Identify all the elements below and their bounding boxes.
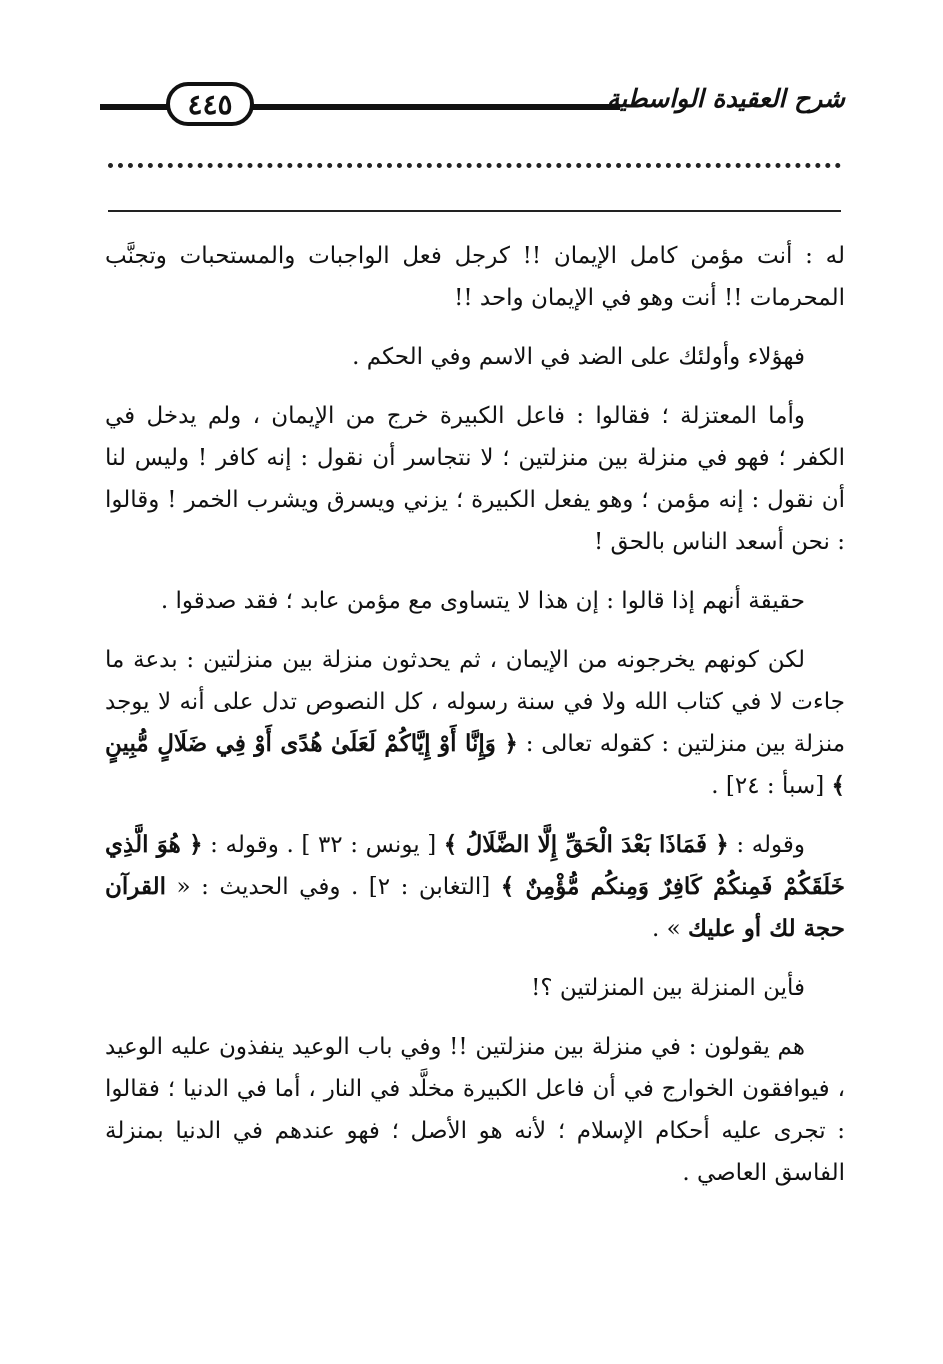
quote-close: » . [652,916,681,942]
page-body [105,235,845,1211]
hadith-quote: القرآن حجة لك أو عليك [105,873,845,942]
book-title: شرح العقيدة الواسطية [606,84,845,113]
verse-reference: [ يونس : ٣٢ ] . وقوله : [210,832,437,858]
verse-reference: [سبأ : ٢٤] . [711,773,825,799]
paragraph-8: هم يقولون : في منزلة بين منزلتين !! وفي باب الوعيد ينفذون عليه الوعيد ، فيوافقون الخوارج في أن فاعل الكبيرة مخلَّد في النار ، أما في الدنيا ؛ فقالوا : تجرى عليه أحكام الإسلام ؛ لأنه هو الأصل ؛ فهو عندهم في الدنيا بمنزلة الفاسق العاصي . [105,1034,845,1186]
paragraph-1: له : أنت مؤمن كامل الإيمان !! كرجل فعل الواجبات والمستحبات وتجنَّب المحرمات !! أنت وهو في الإيمان واحد !! [105,243,845,311]
paragraph-2: فهؤلاء وأولئك على الضد في الاسم وفي الحكم . [352,344,805,370]
page-header [100,70,845,140]
header-rule-left [100,104,170,110]
paragraph-6-intro: وقوله : [736,832,806,858]
paragraph-6 [105,824,845,950]
quran-verse: ﴿ هُوَ الَّذِي خَلَقَكُمْ فَمِنكُمْ كَافِرٌ وَمِنكُم مُّؤْمِنٌ ﴾ [105,831,845,900]
paragraph-4: حقيقة أنهم إذا قالوا : إن هذا لا يتساوى مع مؤمن عابد ؛ فقد صدقوا . [160,588,805,614]
solid-divider [108,210,841,212]
verse-reference: [التغابن : ٢] . وفي الحديث : « [176,874,491,900]
page-number: ٤٤٥ [166,82,254,126]
dotted-divider [108,163,841,168]
paragraph-3: وأما المعتزلة ؛ فقالوا : فاعل الكبيرة خرج من الإيمان ، ولم يدخل في الكفر ؛ فهو في منزلة بين منزلتين ؛ لا نتجاسر أن نقول : إنه كافر ! وليس لنا أن نقول : إنه مؤمن ؛ وهو يفعل الكبيرة ؛ يزني ويسرق ويشرب الخمر ! وقالوا : نحن أسعد الناس بالحق ! [105,403,845,555]
quran-verse: ﴿ وَإِنَّا أَوْ إِيَّاكُمْ لَعَلَىٰ هُدًى أَوْ فِي ضَلَالٍ مُّبِينٍ ﴾ [105,730,845,799]
quran-verse: ﴿ فَمَاذَا بَعْدَ الْحَقِّ إِلَّا الضَّلَالُ ﴾ [443,831,729,858]
paragraph-5-text: لكن كونهم يخرجونه من الإيمان ، ثم يحدثون منزلة بين منزلتين : بدعة ما جاءت لا في كتاب الله ولا في سنة رسوله ، كل النصوص تدل على أنه لا يوجد منزلة بين منزلتين : كقوله تعالى : [105,647,846,757]
header-rule-right [250,104,620,110]
paragraph-7: فأين المنزلة بين المنزلتين ؟! [531,975,805,1001]
paragraph-5 [105,639,845,807]
